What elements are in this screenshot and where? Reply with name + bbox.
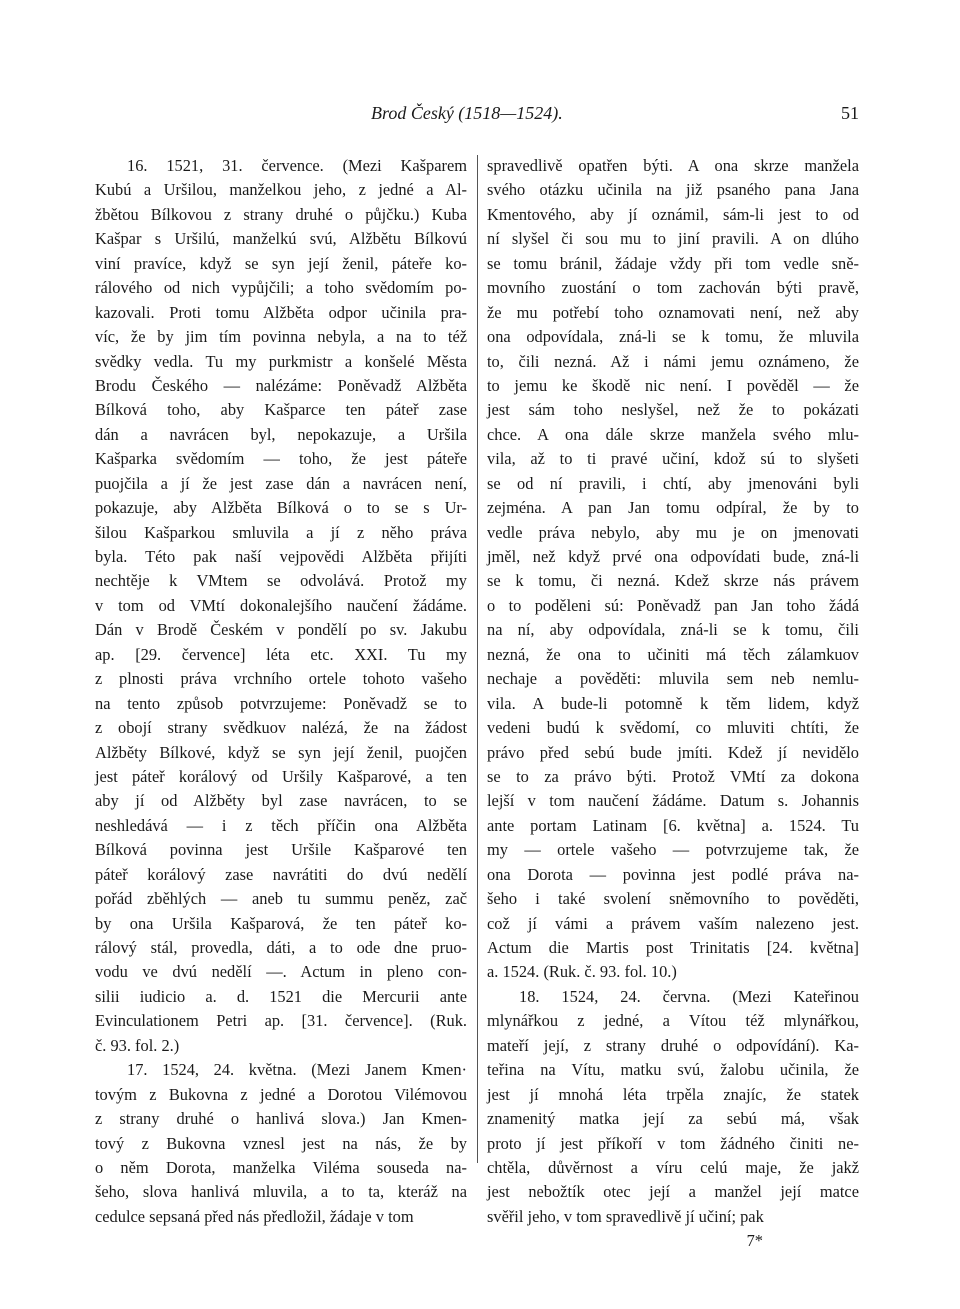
text-line: cedulce sepsaná před nás předložil, žádaje v tom — [95, 1206, 414, 1226]
text-line: jest sám toho neslyšel, než že to pokázati — [487, 400, 859, 420]
text-line: rálový stál, provedla, dáti, a to ode dne pruo- — [95, 938, 467, 957]
text-line: kazovali. Proti tomu Alžběta odpor učinila pra- — [95, 302, 467, 322]
text-line: tovým z Bukovna z jedné a Dorotou Vilémovou — [95, 1084, 467, 1104]
text-line: spravedlivě opatřen býti. A ona skrze manžela — [487, 156, 859, 175]
text-line: tový z Bukovna vznesl jest na nás, že by — [95, 1133, 467, 1153]
text-line: o něm Dorota, manželka Viléma souseda na- — [95, 1157, 467, 1177]
text-line: 18. 1524, 24. června. (Mezi Kateřinou — [519, 986, 859, 1006]
text-line: Kubú a Uršilou, manželkou jeho, z jedné a Al- — [95, 180, 467, 200]
text-line: lejší v tom naučení žádáme. Datum s. Johannis — [487, 791, 859, 811]
text-line: na ní, aby odpovídala, zná-li se k tomu, čili — [487, 620, 859, 640]
text-line: na tento způsob potvrzujeme: Poněvadž se to — [95, 693, 467, 713]
text-line: ona Dorota — povinna jest podlé práva na- — [487, 864, 859, 884]
text-line: Kašparka svědomím — toho, že jest páteře — [95, 449, 467, 469]
text-line: to, čili nezná. Až i námi jemu oznámeno, že — [487, 351, 859, 371]
text-line: 17. 1524, 24. května. (Mezi Janem Kmen· — [127, 1060, 467, 1080]
text-line: Actum die Martis post Trinitatis [24. května] — [487, 938, 859, 957]
text-line: svého otázku učinila na již psaného pana Jana — [487, 180, 859, 200]
text-line: my — ortele vašeho — potvrzujeme tak, že — [487, 840, 859, 860]
text-line: Evinculationem Petri ap. [31. července]. (Ruk. — [95, 1011, 467, 1031]
signature-mark: 7* — [746, 1231, 763, 1251]
text-line: Bílková povinna jest Uršile Kašparové ten — [95, 840, 467, 860]
text-line: z obojí strany svědkuov nalézá, že na žádost — [95, 718, 467, 738]
text-line: Dán v Brodě Českém v pondělí po sv. Jakubu — [95, 620, 467, 640]
text-line: vila, až to ti pravé učiní, kdož sú to slyšeti — [487, 449, 859, 469]
text-line: šeho i také svolení sněmovního to pověděti, — [487, 889, 859, 909]
text-line: jest nebožtík otec její a manžel její matce — [487, 1182, 859, 1202]
text-line: 16. 1521, 31. července. (Mezi Kašparem — [127, 156, 467, 175]
text-line: Bílková toho, aby Kašparce ten páteř zase — [95, 400, 467, 420]
text-line: pokazuje, aby Alžběta Bílková o to se s Ur- — [95, 498, 467, 518]
text-line: víc, že by jim tím povinna nebyla, a na to též — [95, 327, 467, 347]
running-title: Brod Český (1518—1524). — [371, 103, 563, 123]
text-line: právo před sebú bude jmíti. Kdež jí nevidělo — [487, 742, 859, 762]
text-line: chtěla, důvěrnost a víru celú maje, že jakž — [487, 1157, 859, 1177]
text-line: že mu potřebí toho oznamovati není, než aby — [487, 302, 859, 322]
text-line: znamenitý matka její za sebú má, však — [487, 1109, 859, 1129]
text-line: nezná, že ona to učiniti má těch zálamkuov — [487, 644, 859, 664]
text-line: z plnosti práva vrchního ortele tohoto vašeho — [95, 669, 467, 689]
text-line: vedeni budú k svědomí, co mluviti chtíti, že — [487, 718, 859, 738]
text-line: což jí vámi a právem vaším nalezeno jest. — [487, 913, 859, 933]
text-line: vodu ve dvú nedělí —. Actum in pleno con- — [95, 962, 467, 982]
text-line: se od ní pravili, i chtí, aby jmenováni byli — [487, 473, 859, 493]
text-line: svědky vedla. Tu my purkmistr a konšelé Města — [95, 351, 467, 371]
text-line: Alžběty Bílkové, když se syn její ženil, puojčen — [95, 742, 467, 762]
left-column — [95, 154, 467, 1229]
text-line: teřina na Vítu, matku svú, žalobu učinila, že — [487, 1060, 859, 1080]
text-line: proto jí jest příkoří v tom žádného činiti ne- — [487, 1133, 859, 1153]
text-line: movního zuostání o tom zachován býti pravě, — [487, 278, 859, 298]
text-line: neshledává — i z těch příčin ona Alžběta — [95, 815, 467, 835]
text-line: žbětou Bílkovou z strany druhé o půjčku.) Kuba — [95, 204, 467, 224]
text-line: pořád zběhlých — aneb tu summu peněz, zač — [95, 889, 467, 909]
text-line: byla. Této pak naší vejpovědi Alžběta přijíti — [95, 547, 467, 566]
text-line: vila. A bude-li potomně k těm lidem, když — [487, 693, 859, 713]
column-divider — [477, 155, 478, 1163]
text-line: jměl, než když prvé ona odpovídati bude, zná-li — [487, 547, 859, 566]
text-line: nechaje a pověděti: mluvila sem neb nemlu- — [487, 669, 859, 689]
text-line: v tom od VMtí dokonalejšího naučení žádáme. — [95, 595, 467, 615]
text-line: rálového od nich vypůjčili; a toho svědomím po- — [95, 278, 467, 298]
text-line: šilou Kašparkou smluvila a jí z něho práva — [95, 522, 467, 542]
text-line: viní pravíce, když se syn její ženil, páteře ko- — [95, 253, 467, 273]
text-line: ante portam Latinam [6. května] a. 1524. Tu — [487, 815, 859, 835]
text-line: by ona Uršila Kašparová, že ten páteř ko- — [95, 913, 467, 933]
text-line: se k tomu, či nezná. Kdež skrze nás právem — [487, 571, 859, 591]
text-line: Kašpar s Uršilú, manželkú svú, Alžbětu Bílkovú — [95, 229, 467, 249]
text-line: puojčila a jí že jest zase dán a navrácen není, — [95, 473, 467, 493]
text-line: mlynářkou z jedné, a Vítou též mlynářkou, — [487, 1011, 859, 1031]
text-line: se tomu bránil, žádaje vždy při tom vedle sně- — [487, 253, 859, 273]
text-line: ní slyšel či sou mu to jiní pravili. A on dlúho — [487, 229, 859, 249]
text-line: jest jí mnohá léta trpěla znajíc, že statek — [487, 1084, 859, 1104]
text-line: o to poděleni sú: Poněvadž pan Jan toho žádá — [487, 595, 859, 615]
text-line: to jemu ke škodě nic není. I pověděl — že — [487, 375, 859, 395]
text-line: nechtěje k VMtem se odvolává. Protož my — [95, 571, 467, 591]
page-number: 51 — [841, 103, 859, 123]
text-line: Kmentového, aby jí oznámil, sám-li jest to od — [487, 204, 859, 224]
text-line: Brodu Českého — nalézáme: Poněvadž Alžběta — [95, 375, 467, 395]
text-line: ap. [29. července] léta etc. XXI. Tu my — [95, 644, 467, 664]
text-line: jest páteř korálový od Uršily Kašparové, a ten — [95, 766, 467, 786]
text-line: páteř korálový zase navrátiti do dvú nedělí — [95, 864, 467, 884]
text-line: č. 93. fol. 2.) — [95, 1035, 180, 1055]
text-line: chce. A ona dále skrze manžela svého mlu- — [487, 424, 859, 444]
text-line: dán a navrácen byl, nepokazuje, a Uršila — [95, 424, 467, 444]
text-line: z strany druhé o hanlivá slova.) Jan Kmen- — [95, 1109, 467, 1129]
text-line: mateří její, z strany druhé o odpovídání). Ka- — [487, 1035, 859, 1055]
text-line: zejména. A pan Jan tomu odpíral, že by to — [487, 498, 859, 518]
text-line: svěřil jeho, v tom spravedlivě jí učiní; pak — [487, 1206, 764, 1226]
text-line: vedle práva nebylo, aby mu je on jmenovati — [487, 522, 859, 542]
text-line: a. 1524. (Ruk. č. 93. fol. 10.) — [487, 962, 677, 982]
text-line: silii iudicio a. d. 1521 die Mercurii ante — [95, 986, 467, 1006]
right-column — [487, 154, 859, 1254]
text-line: šeho, slova hanlivá mluvila, a to ta, kteráž na — [95, 1182, 467, 1202]
text-line: ona odpovídala, zná-li se k tomu, že mluvila — [487, 327, 859, 347]
text-line: se to za právo býti. Protož VMtí za dokona — [487, 766, 859, 786]
text-line: aby jí od Alžběty byl zase navrácen, to se — [95, 791, 467, 811]
